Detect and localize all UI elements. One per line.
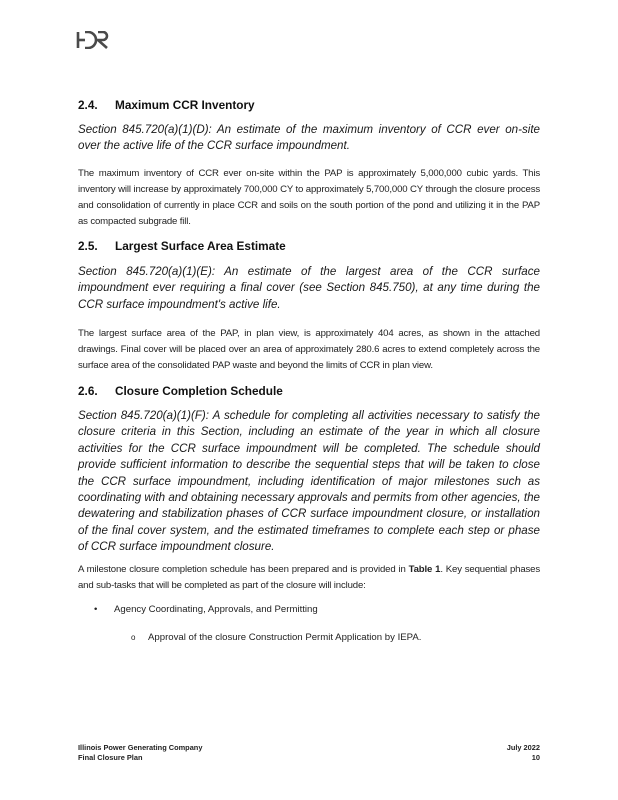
footer-document: Final Closure Plan: [78, 753, 143, 762]
requirement-text-2-6: Section 845.720(a)(1)(F): A schedule for completing all activities necessary to satisfy the closure criteria in this Section, including an estimate of the year in which all closure activities for the CCR surface impoundment will be completed. The schedule should provide sufficient information to describe the sequential steps that will be taken to close the CCR surface impoundment, including identification of major milestones such as coordinating with and obtaining necessary approvals and permits from other agencies, the dewatering and stabilization phases of CCR surface impoundment closure, or installation of the final cover system, and the estimated timeframes to complete each step or phase of CCR surface impoundment closure.: [78, 409, 540, 554]
body-paragraph-2-5: The largest surface area of the PAP, in plan view, is approximately 404 acres, as shown in the attached drawings. Final cover will be placed over an area of approximately 280.6 acres to extend completely across the surface area of the consolidated PAP waste and beyond the limits of CCR in plan view.: [78, 328, 540, 371]
section-heading-2-4: 2.4. Maximum CCR Inventory: [78, 98, 255, 112]
footer-company: Illinois Power Generating Company: [78, 743, 203, 752]
page-footer: [78, 743, 540, 763]
hdr-logo-icon: [76, 31, 110, 49]
hollow-bullet-icon: o: [131, 633, 136, 642]
bullet-item: • Agency Coordinating, Approvals, and Permitting: [94, 604, 318, 615]
body-paragraph-2-4: The maximum inventory of CCR ever on-site within the PAP is approximately 5,000,000 cubic yards. This inventory will increase by approximately 700,000 CY to approximately 5,700,000 CY through the closure process and consolidation of currently in place CCR and soils on the south portion of the pond and utilizing it in the PAP as compacted subgrade fill.: [78, 168, 540, 227]
body-paragraph-2-6: A milestone closure completion schedule has been prepared and is provided in Table 1. Key sequential phases and sub-tasks that will be completed as part of the closure will include:: [78, 564, 540, 591]
sub-bullet-item: o Approval of the closure Construction Permit Application by IEPA.: [131, 632, 422, 643]
page-number: 10: [531, 753, 540, 762]
requirement-text-2-5: Section 845.720(a)(1)(E): An estimate of the largest area of the CCR surface impoundment ever requiring a final cover (see Section 845.750), at any time during the CCR surface impoundment's active life.: [78, 265, 540, 311]
section-heading-2-5: 2.5. Largest Surface Area Estimate: [78, 239, 286, 253]
table-reference: Table 1: [408, 564, 441, 575]
section-heading-2-6: 2.6. Closure Completion Schedule: [78, 384, 283, 398]
bullet-icon: •: [94, 604, 98, 615]
footer-date: July 2022: [506, 743, 540, 752]
requirement-text-2-4: Section 845.720(a)(1)(D): An estimate of the maximum inventory of CCR ever on-site over the active life of the CCR surface impoundment.: [78, 123, 540, 153]
